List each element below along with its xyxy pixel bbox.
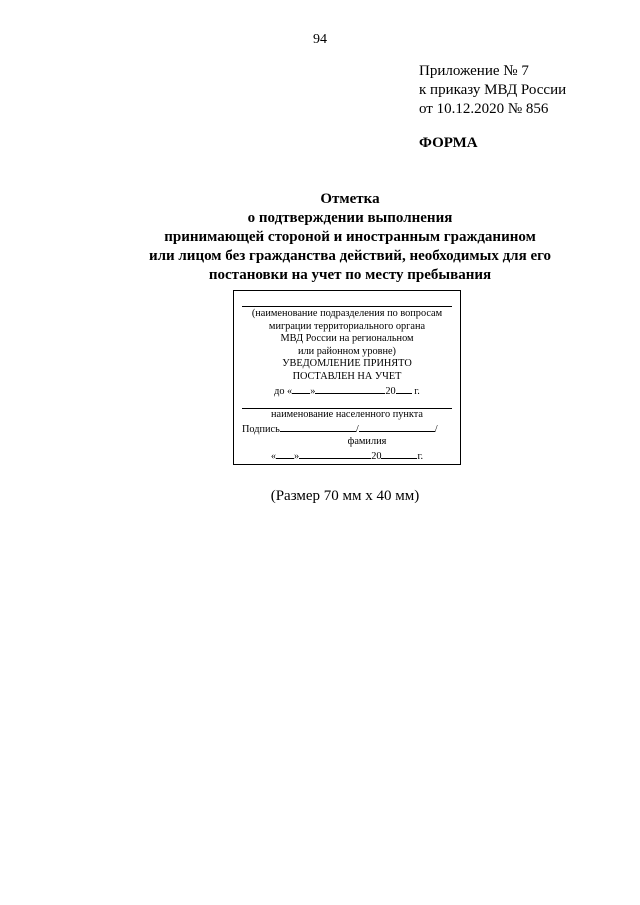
document-title (100, 190, 600, 285)
until-date-row (234, 384, 460, 399)
notice-text: ПОСТАВЛЕН НА УЧЕТ (292, 370, 402, 382)
slash: / (434, 423, 438, 435)
title-line: Отметка (320, 191, 380, 207)
day-blank (276, 449, 294, 459)
signature-date-row (234, 449, 460, 464)
size-note: (Размер 70 мм х 40 мм) (270, 488, 420, 504)
month-blank (315, 384, 385, 394)
form-label: ФОРМА (419, 135, 478, 151)
until-prefix: до « (274, 385, 293, 397)
signature-label: Подпись (242, 423, 280, 435)
unit-caption: миграции территориального органа (268, 320, 426, 332)
year-prefix: 20 (385, 385, 396, 397)
quote: « (270, 450, 277, 462)
year-suffix: г. (414, 385, 420, 397)
appendix-reference (419, 62, 566, 119)
year-prefix: 20 (371, 450, 382, 462)
unit-name-line (242, 306, 452, 307)
month-blank (299, 449, 371, 459)
signature-blank (280, 422, 356, 432)
unit-caption: МВД России на региональном (280, 333, 414, 345)
year-blank (396, 384, 412, 394)
notice-text: УВЕДОМЛЕНИЕ ПРИНЯТО (282, 358, 412, 370)
day-blank (292, 384, 310, 394)
page-number: 94 (313, 32, 327, 47)
year-blank (381, 449, 417, 459)
stamp-box (233, 290, 461, 465)
surname-blank (359, 422, 435, 432)
quote: » (294, 450, 300, 462)
slash: / (355, 423, 359, 435)
title-line: принимающей стороной и иностранным гражданином (164, 229, 536, 245)
appendix-line: к приказу МВД России (419, 82, 567, 98)
surname-caption: фамилия (347, 436, 387, 448)
title-line: о подтверждении выполнения (247, 210, 453, 226)
signature-row (234, 422, 460, 437)
title-line: или лицом без гражданства действий, необходимых для его (148, 248, 552, 264)
quote: » (310, 385, 316, 397)
year-suffix: г. (417, 450, 424, 462)
title-line: постановки на учет по месту пребывания (208, 267, 492, 283)
unit-caption: или районном уровне) (298, 345, 396, 357)
locality-caption: наименование населенного пункта (271, 409, 423, 421)
appendix-line: от 10.12.2020 № 856 (419, 101, 549, 117)
unit-caption: (наименование подразделения по вопросам (251, 308, 443, 319)
appendix-line: Приложение № 7 (419, 63, 529, 79)
